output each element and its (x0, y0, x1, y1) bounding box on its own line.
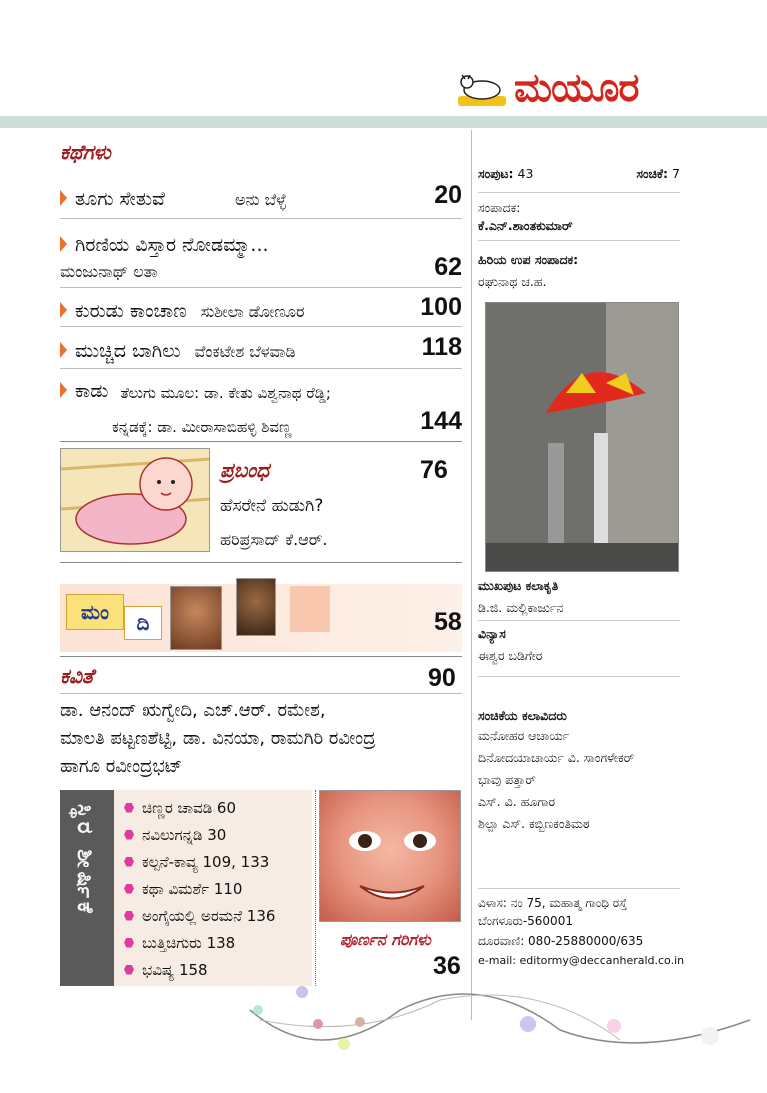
story-item[interactable] (60, 374, 462, 402)
story-title: ಕುರುಡು ಕಾಂಚಾಣ (75, 300, 187, 322)
volume-label: ಸಂಪುಟ: (478, 166, 514, 181)
artist-name: ಮನೋಹರ ಆಚಾರ್ಯ (478, 728, 570, 743)
story-author: ಅನು ಬೆಳ್ಳೆ (234, 190, 287, 209)
divider (60, 368, 462, 369)
list-item[interactable]: ಕಲ್ಪನೆ-ಕಾವ್ಯ 109, 133 (114, 848, 312, 875)
number-label: ಸಂಚಿಕೆ: (636, 166, 669, 181)
address-line: ವಿಳಾಸ: ನಂ 75, ಮಹಾತ್ಮ ಗಾಂಧಿ ರಸ್ತೆ (478, 896, 628, 910)
essay-illustration (60, 448, 210, 552)
artist-name: ಶಿಲ್ಪಾ ಎಸ್. ಕಬ್ಬಿಣಕಂತಿಮಠ (478, 816, 590, 831)
story-item[interactable] (60, 328, 462, 362)
bullet-icon (124, 884, 134, 894)
divider (315, 790, 316, 986)
column-divider (471, 130, 472, 1020)
story-author: ಮಂಜುನಾಥ್ ಲತಾ (60, 262, 158, 281)
editor-label: ಸಂಪಾದಕ: (478, 200, 521, 215)
story-title: ಮುಚ್ಚಿದ ಬಾಗಿಲು (75, 340, 181, 362)
list-item[interactable]: ಅಂಗೈಯಲ್ಲಿ ಅರಮನೆ 136 (114, 902, 312, 929)
stories-heading: ಕಥೆಗಳು (60, 140, 111, 164)
story-item[interactable] (60, 178, 462, 210)
feature-title[interactable]: ಪೂರ್ಣನ ಗರಿಗಳು (340, 930, 431, 949)
arrow-icon (60, 190, 67, 206)
essay-heading: ಪ್ರಬಂಧ (220, 458, 270, 482)
bullet-icon (124, 803, 134, 813)
senior-editor-label: ಹಿರಿಯ ಉಪ ಸಂಪಾದಕ: (478, 252, 579, 267)
arrow-icon (60, 342, 67, 358)
child-face-icon (320, 791, 461, 922)
mandi-page: 58 (434, 608, 462, 636)
cover-artist: ಡಿ.ಜಿ. ಮಲ್ಲಿಕಾರ್ಜುನ (478, 600, 564, 615)
regulars-side-label: ಸ್ಥಿರ ಶೀರ್ಷಿಕೆ (72, 804, 97, 917)
essay-author: ಹರಿಪ್ರಸಾದ್ ಕೆ.ಆರ್. (220, 530, 328, 549)
bullet-icon (124, 911, 134, 921)
poems-heading: ಕವಿತೆ (60, 664, 94, 688)
story-author-row (60, 252, 462, 282)
bullet-icon (124, 965, 134, 975)
list-item[interactable]: ಭವಿಷ್ಯ 158 (114, 956, 312, 983)
mandi-section[interactable] (60, 584, 462, 652)
poems-page: 90 (428, 664, 456, 692)
story-page: 118 (421, 333, 462, 361)
artist-name: ದಿನೋದಯಾಚಾರ್ಯ ವಿ. ಸಾಂಗಳೇಕರ್ (478, 750, 635, 765)
story-translator-row (60, 404, 462, 436)
cover-photo (485, 302, 679, 572)
feature-photo (319, 790, 461, 922)
address-line: ಬೆಂಗಳೂರು-560001 (478, 914, 573, 928)
poets-line: ಡಾ. ಆನಂದ್ ಋಗ್ವೇದಿ, ಎಚ್.ಆರ್. ರಮೇಶ, (60, 700, 326, 721)
divider (60, 218, 462, 219)
divider (60, 693, 462, 694)
story-author: ಸುಶೀಲಾ ಡೋಣೂರ (200, 302, 305, 321)
story-title: ಕಾಡು (75, 380, 109, 402)
poets-line: ಹಾಗೂ ರವೀಂದ್ರಭಟ್ (60, 756, 183, 777)
list-item[interactable]: ನವಿಲುಗನ್ನಡಿ 30 (114, 821, 312, 848)
bullet-icon (124, 938, 134, 948)
senior-editor-name: ರಘುನಾಥ ಚ.ಹ. (478, 274, 547, 289)
volume-value: 43 (517, 166, 534, 181)
baby-drawing-icon (61, 449, 210, 552)
arrow-icon (60, 382, 67, 398)
arrow-icon (60, 302, 67, 318)
mandi-swatch (290, 586, 330, 632)
story-page: 62 (434, 253, 462, 281)
phone-line: ದೂರವಾಣಿ: 080-25880000/635 (478, 934, 644, 948)
email-line[interactable]: e-mail: editormy@deccanherald.co.in (478, 954, 685, 967)
story-page: 144 (420, 407, 462, 435)
bull-logo-icon (456, 66, 508, 110)
issue-info (478, 166, 680, 182)
essay-title[interactable]: ಹೆಸರೇನೆ ಹುಡುಗಿ? (220, 496, 324, 516)
story-author: ವೆಂಕಟೇಶ ಬೆಳವಾಡಿ (194, 342, 296, 361)
top-band (0, 116, 767, 128)
divider (60, 562, 462, 563)
portrait-photo (236, 578, 276, 636)
divider (478, 888, 680, 889)
divider (478, 676, 680, 677)
list-item[interactable]: ಕಥಾ ವಿಮರ್ಶೆ 110 (114, 875, 312, 902)
arrow-icon (60, 236, 67, 252)
decorative-swirl-icon (240, 980, 760, 1060)
divider (478, 240, 680, 241)
design-label: ವಿನ್ಯಾಸ (478, 626, 506, 641)
story-page: 20 (434, 181, 462, 209)
story-item[interactable] (60, 288, 462, 322)
divider (60, 656, 462, 657)
story-author: ತೆಲುಗು ಮೂಲ: ಡಾ. ಕೇತು ವಿಶ್ವನಾಥ ರೆಡ್ಡಿ; (120, 384, 331, 402)
designer-name: ಈಶ್ವರ ಬಡಿಗೇರ (478, 648, 543, 663)
regulars-list (114, 790, 312, 986)
mandi-label-2: ದಿ (124, 606, 162, 640)
divider (60, 326, 462, 327)
divider (478, 620, 680, 621)
artist-name: ಭಾವು ಪತ್ತಾರ್ (478, 772, 536, 787)
portrait-photo (170, 586, 222, 650)
poets-line: ಮಾಲತಿ ಪಟ್ಟಣಶೆಟ್ಟಿ, ಡಾ. ವಿನಯಾ, ರಾಮಗಿರಿ ರವೀಂದ್ರ (60, 728, 376, 749)
artists-label: ಸಂಚಿಕೆಯ ಕಲಾವಿದರು (478, 708, 567, 723)
bullet-icon (124, 857, 134, 867)
story-page: 100 (420, 293, 462, 321)
list-item[interactable]: ಚಿಣ್ಣರ ಚಾವಡಿ 60 (114, 794, 312, 821)
regulars-sidebar (60, 790, 114, 986)
feature-page: 36 (433, 952, 461, 980)
masthead-logo (456, 62, 696, 114)
essay-page: 76 (420, 456, 448, 484)
logo-text: ಮಯೂರ (514, 65, 639, 111)
mandi-label-1: ಮಂ (66, 594, 124, 630)
umbrella-photo-icon (486, 303, 679, 572)
divider (478, 192, 680, 193)
list-item[interactable]: ಬುತ್ತಿಚಿಗುರು 138 (114, 929, 312, 956)
editor-name: ಕೆ.ಎನ್.ಶಾಂತಕುಮಾರ್ (478, 218, 573, 233)
story-title: ತೂಗು ಸೇತುವೆ (75, 188, 165, 210)
story-title: ಗಿರಣಿಯ ವಿಸ್ತಾರ ನೋಡಮ್ಮಾ... (75, 234, 269, 256)
number-value: 7 (672, 166, 680, 181)
artist-name: ಎಸ್. ವಿ. ಹೂಗಾರ (478, 794, 556, 809)
bullet-icon (124, 830, 134, 840)
cover-label: ಮುಖಪುಟ ಕಲಾಕೃತಿ (478, 578, 559, 593)
story-translator: ಕನ್ನಡಕ್ಕೆ: ಡಾ. ಮೀರಾಸಾಬಿಹಳ್ಳಿ ಶಿವಣ್ಣ (112, 418, 292, 436)
divider (60, 441, 462, 442)
